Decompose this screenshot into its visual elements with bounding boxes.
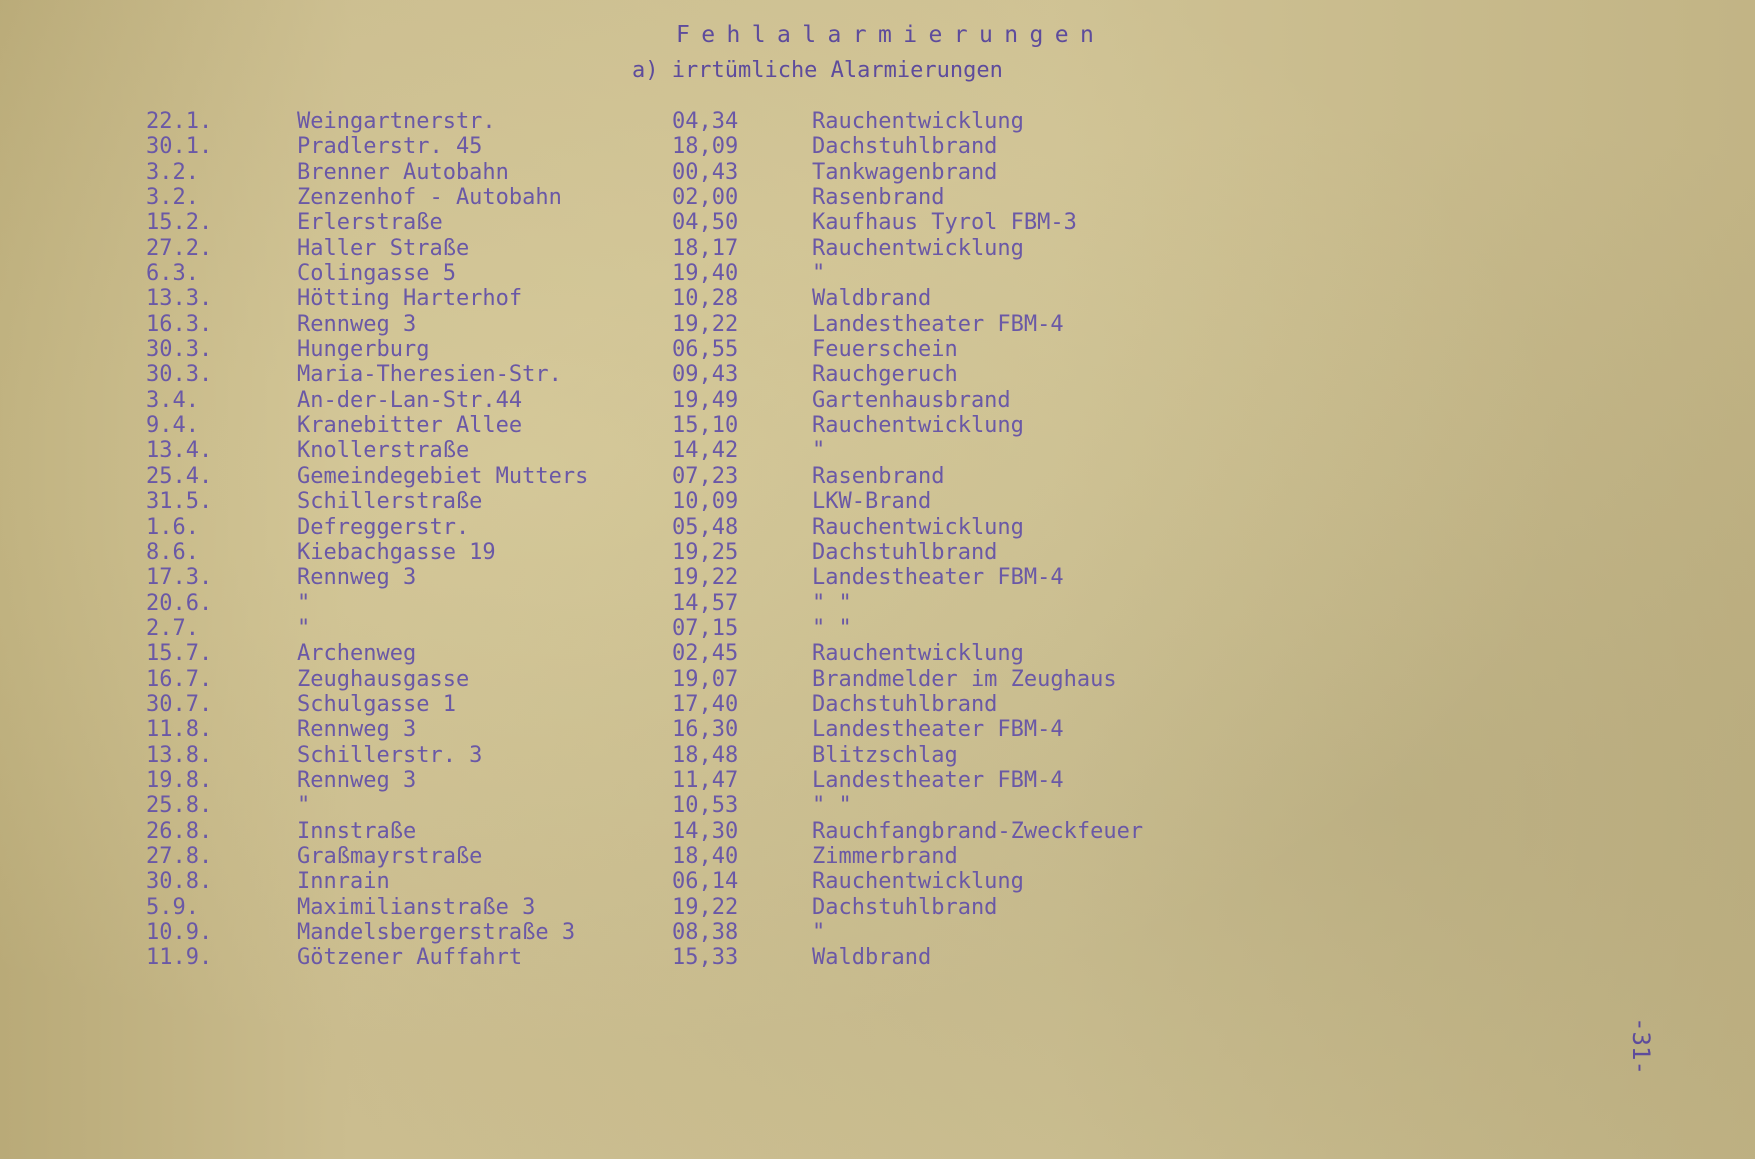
alarm-time: 05,48 bbox=[672, 514, 739, 540]
alarm-description: Landestheater FBM-4 bbox=[812, 565, 1064, 591]
alarm-description: Landestheater FBM-4 bbox=[812, 311, 1064, 337]
alarm-time: 06,55 bbox=[672, 337, 739, 363]
alarm-time: 14,30 bbox=[672, 818, 739, 844]
list-item bbox=[0, 641, 1755, 666]
list-item bbox=[0, 236, 1755, 261]
list-item bbox=[0, 743, 1755, 768]
alarm-time: 18,17 bbox=[672, 235, 739, 261]
list-item bbox=[0, 515, 1755, 540]
alarm-time: 18,09 bbox=[672, 134, 739, 160]
list-item bbox=[0, 869, 1755, 894]
alarm-time: 19,22 bbox=[672, 311, 739, 337]
alarm-description: Rauchentwicklung bbox=[812, 235, 1024, 261]
alarm-location: Innrain bbox=[297, 869, 390, 895]
alarm-date: 19.8. bbox=[146, 767, 213, 793]
alarm-description: " " bbox=[812, 793, 852, 819]
alarm-location: Schillerstr. 3 bbox=[297, 742, 483, 768]
alarm-date: 10.9. bbox=[146, 920, 213, 945]
alarm-description: Rauchfangbrand-Zweckfeuer bbox=[812, 818, 1144, 844]
alarm-time: 15,33 bbox=[672, 945, 739, 971]
alarm-location: Rennweg 3 bbox=[297, 565, 417, 591]
alarm-date: 27.8. bbox=[146, 843, 213, 869]
alarm-location: Schillerstraße bbox=[297, 489, 483, 515]
alarm-location: Rennweg 3 bbox=[297, 717, 417, 743]
alarm-description: " bbox=[812, 438, 826, 464]
alarm-date: 26.8. bbox=[146, 818, 213, 844]
alarm-time: 04,50 bbox=[672, 210, 739, 236]
alarm-description: Rasenbrand bbox=[812, 463, 945, 489]
alarm-date: 16.7. bbox=[146, 666, 213, 692]
alarm-location: Haller Straße bbox=[297, 235, 470, 261]
alarm-description: Blitzschlag bbox=[812, 742, 958, 768]
alarm-date: 16.3. bbox=[146, 311, 213, 337]
alarm-time: 17,40 bbox=[672, 691, 739, 717]
alarm-time: 19,22 bbox=[672, 565, 739, 591]
alarm-description: Kaufhaus Tyrol FBM-3 bbox=[812, 210, 1077, 236]
document-subtitle: a) irrtümliche Alarmierungen bbox=[632, 58, 1003, 83]
alarm-date: 30.3. bbox=[146, 362, 213, 388]
alarm-date: 22.1. bbox=[146, 109, 213, 134]
alarm-time: 10,09 bbox=[672, 489, 739, 515]
alarm-time: 19,25 bbox=[672, 539, 739, 565]
alarm-location: Zeughausgasse bbox=[297, 666, 470, 692]
alarm-date: 25.8. bbox=[146, 793, 213, 819]
alarm-date: 5.9. bbox=[146, 894, 199, 920]
alarm-description: " bbox=[812, 920, 826, 945]
alarm-description: Rauchentwicklung bbox=[812, 641, 1024, 667]
alarm-time: 16,30 bbox=[672, 717, 739, 743]
list-item bbox=[0, 591, 1755, 616]
alarm-location: Kiebachgasse 19 bbox=[297, 539, 496, 565]
alarm-date: 17.3. bbox=[146, 565, 213, 591]
alarm-time: 09,43 bbox=[672, 362, 739, 388]
alarm-location: " bbox=[297, 590, 311, 616]
list-item bbox=[0, 920, 1755, 945]
document-title: Fehlalarmierungen bbox=[676, 22, 1106, 48]
alarm-date: 2.7. bbox=[146, 615, 199, 641]
list-item bbox=[0, 337, 1755, 362]
alarm-location: Defreggerstr. bbox=[297, 514, 470, 540]
alarm-date: 13.3. bbox=[146, 286, 213, 312]
list-item bbox=[0, 945, 1755, 970]
alarm-date: 25.4. bbox=[146, 463, 213, 489]
alarm-description: Feuerschein bbox=[812, 337, 958, 363]
list-item bbox=[0, 362, 1755, 387]
alarm-location: Knollerstraße bbox=[297, 438, 470, 464]
alarm-description: LKW-Brand bbox=[812, 489, 932, 515]
alarm-description: Dachstuhlbrand bbox=[812, 539, 998, 565]
alarm-location: Colingasse 5 bbox=[297, 261, 456, 287]
alarm-description: " bbox=[812, 261, 826, 287]
alarm-time: 07,23 bbox=[672, 463, 739, 489]
alarm-time: 06,14 bbox=[672, 869, 739, 895]
alarm-time: 02,00 bbox=[672, 185, 739, 211]
list-item bbox=[0, 489, 1755, 514]
alarm-description: Rauchentwicklung bbox=[812, 514, 1024, 540]
alarm-description: Zimmerbrand bbox=[812, 843, 958, 869]
alarm-location: Pradlerstr. 45 bbox=[297, 134, 483, 160]
list-item bbox=[0, 312, 1755, 337]
alarm-location: Weingartnerstr. bbox=[297, 109, 496, 134]
alarm-date: 31.5. bbox=[146, 489, 213, 515]
list-item bbox=[0, 667, 1755, 692]
list-item bbox=[0, 844, 1755, 869]
alarm-date: 3.2. bbox=[146, 159, 199, 185]
alarm-description: Rauchentwicklung bbox=[812, 869, 1024, 895]
list-item bbox=[0, 717, 1755, 742]
alarm-date: 11.8. bbox=[146, 717, 213, 743]
alarm-location: Rennweg 3 bbox=[297, 767, 417, 793]
alarm-location: Hungerburg bbox=[297, 337, 430, 363]
alarm-time: 18,48 bbox=[672, 742, 739, 768]
alarm-date: 30.7. bbox=[146, 691, 213, 717]
alarm-location: " bbox=[297, 793, 311, 819]
alarm-location: Maximilianstraße 3 bbox=[297, 894, 536, 920]
list-item bbox=[0, 692, 1755, 717]
page-number: -31- bbox=[1626, 1017, 1655, 1075]
alarm-location: Brenner Autobahn bbox=[297, 159, 509, 185]
alarm-description: " " bbox=[812, 590, 852, 616]
alarm-description: Landestheater FBM-4 bbox=[812, 717, 1064, 743]
alarm-date: 6.3. bbox=[146, 261, 199, 287]
alarm-time: 14,57 bbox=[672, 590, 739, 616]
alarm-date: 3.4. bbox=[146, 387, 199, 413]
list-item bbox=[0, 895, 1755, 920]
list-item bbox=[0, 210, 1755, 235]
list-item bbox=[0, 616, 1755, 641]
alarm-description: Dachstuhlbrand bbox=[812, 134, 998, 160]
alarm-description: Rauchgeruch bbox=[812, 362, 958, 388]
list-item bbox=[0, 109, 1755, 134]
list-item bbox=[0, 540, 1755, 565]
alarm-date: 30.8. bbox=[146, 869, 213, 895]
alarm-time: 11,47 bbox=[672, 767, 739, 793]
alarm-date: 27.2. bbox=[146, 235, 213, 261]
alarm-location: Graßmayrstraße bbox=[297, 843, 483, 869]
alarm-time: 15,10 bbox=[672, 413, 739, 439]
alarm-date: 1.6. bbox=[146, 514, 199, 540]
alarm-date: 20.6. bbox=[146, 590, 213, 616]
alarm-description: Gartenhausbrand bbox=[812, 387, 1011, 413]
alarm-time: 19,07 bbox=[672, 666, 739, 692]
list-item bbox=[0, 185, 1755, 210]
alarm-time: 19,22 bbox=[672, 894, 739, 920]
alarm-time: 07,15 bbox=[672, 615, 739, 641]
alarm-description: Waldbrand bbox=[812, 945, 932, 971]
alarm-time: 10,28 bbox=[672, 286, 739, 312]
alarm-time: 02,45 bbox=[672, 641, 739, 667]
list-item bbox=[0, 160, 1755, 185]
alarm-location: Kranebitter Allee bbox=[297, 413, 523, 439]
alarm-time: 19,40 bbox=[672, 261, 739, 287]
alarm-location: Hötting Harterhof bbox=[297, 286, 523, 312]
alarm-description: Dachstuhlbrand bbox=[812, 691, 998, 717]
alarm-description: Rasenbrand bbox=[812, 185, 945, 211]
alarm-date: 13.8. bbox=[146, 742, 213, 768]
alarm-location: " bbox=[297, 615, 311, 641]
alarm-description: Waldbrand bbox=[812, 286, 932, 312]
list-item bbox=[0, 388, 1755, 413]
list-item bbox=[0, 413, 1755, 438]
alarm-description: Rauchentwicklung bbox=[812, 109, 1024, 134]
list-item bbox=[0, 819, 1755, 844]
alarm-date: 3.2. bbox=[146, 185, 199, 211]
alarm-location: Innstraße bbox=[297, 818, 417, 844]
alarm-date: 9.4. bbox=[146, 413, 199, 439]
alarm-time: 18,40 bbox=[672, 843, 739, 869]
alarm-location: An-der-Lan-Str.44 bbox=[297, 387, 523, 413]
alarm-date: 13.4. bbox=[146, 438, 213, 464]
alarm-description: Rauchentwicklung bbox=[812, 413, 1024, 439]
alarm-date: 30.3. bbox=[146, 337, 213, 363]
list-item bbox=[0, 565, 1755, 590]
alarm-location: Schulgasse 1 bbox=[297, 691, 456, 717]
list-item bbox=[0, 768, 1755, 793]
list-item bbox=[0, 793, 1755, 818]
alarm-location: Rennweg 3 bbox=[297, 311, 417, 337]
alarm-list bbox=[0, 109, 1755, 971]
alarm-date: 15.7. bbox=[146, 641, 213, 667]
alarm-location: Archenweg bbox=[297, 641, 417, 667]
alarm-time: 10,53 bbox=[672, 793, 739, 819]
alarm-time: 04,34 bbox=[672, 109, 739, 134]
alarm-time: 14,42 bbox=[672, 438, 739, 464]
alarm-time: 00,43 bbox=[672, 159, 739, 185]
alarm-description: Brandmelder im Zeughaus bbox=[812, 666, 1117, 692]
list-item bbox=[0, 261, 1755, 286]
alarm-date: 8.6. bbox=[146, 539, 199, 565]
alarm-date: 15.2. bbox=[146, 210, 213, 236]
alarm-description: " " bbox=[812, 615, 852, 641]
alarm-date: 11.9. bbox=[146, 945, 213, 971]
alarm-description: Tankwagenbrand bbox=[812, 159, 998, 185]
list-item bbox=[0, 286, 1755, 311]
alarm-location: Gemeindegebiet Mutters bbox=[297, 463, 589, 489]
list-item bbox=[0, 464, 1755, 489]
alarm-time: 19,49 bbox=[672, 387, 739, 413]
alarm-time: 08,38 bbox=[672, 920, 739, 945]
alarm-description: Dachstuhlbrand bbox=[812, 894, 998, 920]
alarm-location: Zenzenhof - Autobahn bbox=[297, 185, 562, 211]
alarm-location: Erlerstraße bbox=[297, 210, 443, 236]
alarm-description: Landestheater FBM-4 bbox=[812, 767, 1064, 793]
alarm-date: 30.1. bbox=[146, 134, 213, 160]
alarm-location: Mandelsbergerstraße 3 bbox=[297, 920, 576, 945]
alarm-location: Maria-Theresien-Str. bbox=[297, 362, 562, 388]
alarm-location: Götzener Auffahrt bbox=[297, 945, 523, 971]
list-item bbox=[0, 438, 1755, 463]
list-item bbox=[0, 134, 1755, 159]
